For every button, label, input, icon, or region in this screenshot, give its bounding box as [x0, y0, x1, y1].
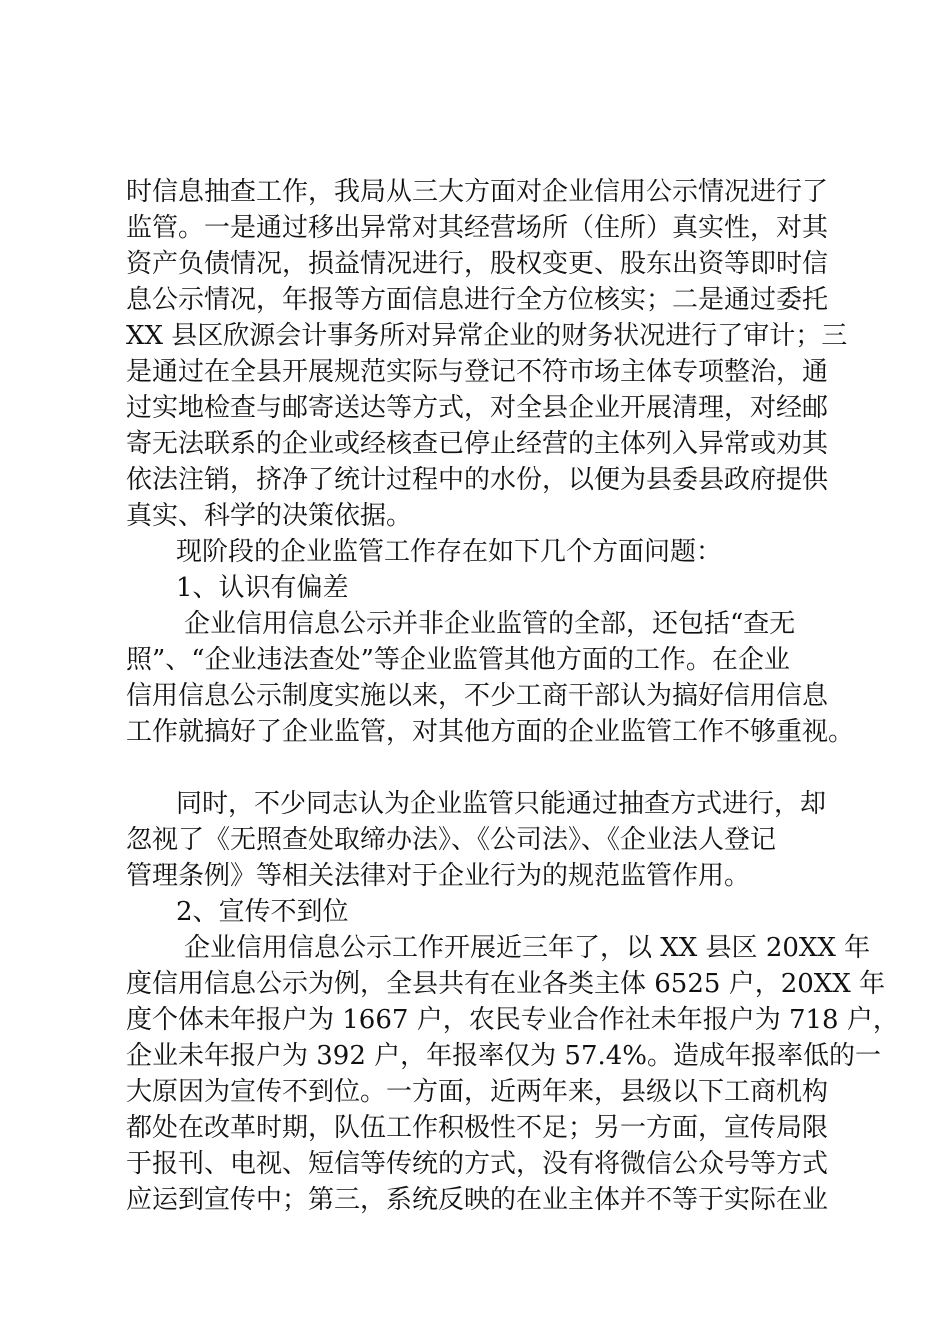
body-line: 息公示情况，年报等方面信息进行全方位核实；二是通过委托: [126, 285, 829, 315]
body-line: 同时，不少同志认为企业监管只能通过抽查方式进行，却: [176, 789, 827, 819]
body-line: 寄无法联系的企业或经核查已停止经营的主体列入异常或劝其: [126, 429, 829, 459]
body-line: 大原因为宣传不到位。一方面，近两年来，县级以下工商机构: [126, 1077, 829, 1107]
body-line: 资产负债情况，损益情况进行，股权变更、股东出资等即时信: [126, 249, 829, 279]
body-line: 时信息抽查工作，我局从三大方面对企业信用公示情况进行了: [126, 177, 829, 207]
body-line: 企业未年报户为 392 户，年报率仅为 57.4%。造成年报率低的一: [126, 1041, 882, 1071]
body-line: 企业信用信息公示并非企业监管的全部，还包括“查无: [184, 609, 796, 639]
body-line: 过实地检查与邮寄送达等方式，对全县企业开展清理，对经邮: [126, 393, 829, 423]
body-line: 真实、科学的决策依据。: [126, 501, 413, 531]
body-line: 度个体未年报户为 1667 户，农民专业合作社未年报户为 718 户，: [126, 1005, 899, 1035]
body-line: 应运到宣传中；第三，系统反映的在业主体并不等于实际在业: [126, 1185, 829, 1215]
body-line: 监管。一是通过移出异常对其经营场所（住所）真实性，对其: [126, 213, 829, 243]
body-line: 都处在改革时期，队伍工作积极性不足；另一方面，宣传局限: [126, 1113, 829, 1143]
body-line: 企业信用信息公示工作开展近三年了，以 XX 县区 20XX 年: [184, 933, 871, 963]
body-line: 照”、“企业违法查处”等企业监管其他方面的工作。在企业: [126, 645, 790, 675]
body-line: 管理条例》等相关法律对于企业行为的规范监管作用。: [126, 861, 751, 891]
section-heading: 2、宣传不到位: [176, 897, 349, 927]
body-line: 工作就搞好了企业监管，对其他方面的企业监管工作不够重视。: [126, 717, 855, 747]
paragraph-intro: 现阶段的企业监管工作存在如下几个方面问题：: [176, 537, 723, 567]
body-line: 依法注销，挤净了统计过程中的水份，以便为县委县政府提供: [126, 465, 829, 495]
body-line: 度信用信息公示为例，全县共有在业各类主体 6525 户，20XX 年: [126, 969, 886, 999]
body-line: 是通过在全县开展规范实际与登记不符市场主体专项整治，通: [126, 357, 829, 387]
section-heading: 1、认识有偏差: [176, 573, 349, 603]
body-line: 于报刊、电视、短信等传统的方式，没有将微信公众号等方式: [126, 1149, 829, 1179]
body-line: XX 县区欣源会计事务所对异常企业的财务状况进行了审计；三: [126, 321, 848, 351]
body-line: 信用信息公示制度实施以来，不少工商干部认为搞好信用信息: [126, 681, 829, 711]
body-line: 忽视了《无照查处取缔办法》、《公司法》、《企业法人登记: [126, 825, 777, 855]
